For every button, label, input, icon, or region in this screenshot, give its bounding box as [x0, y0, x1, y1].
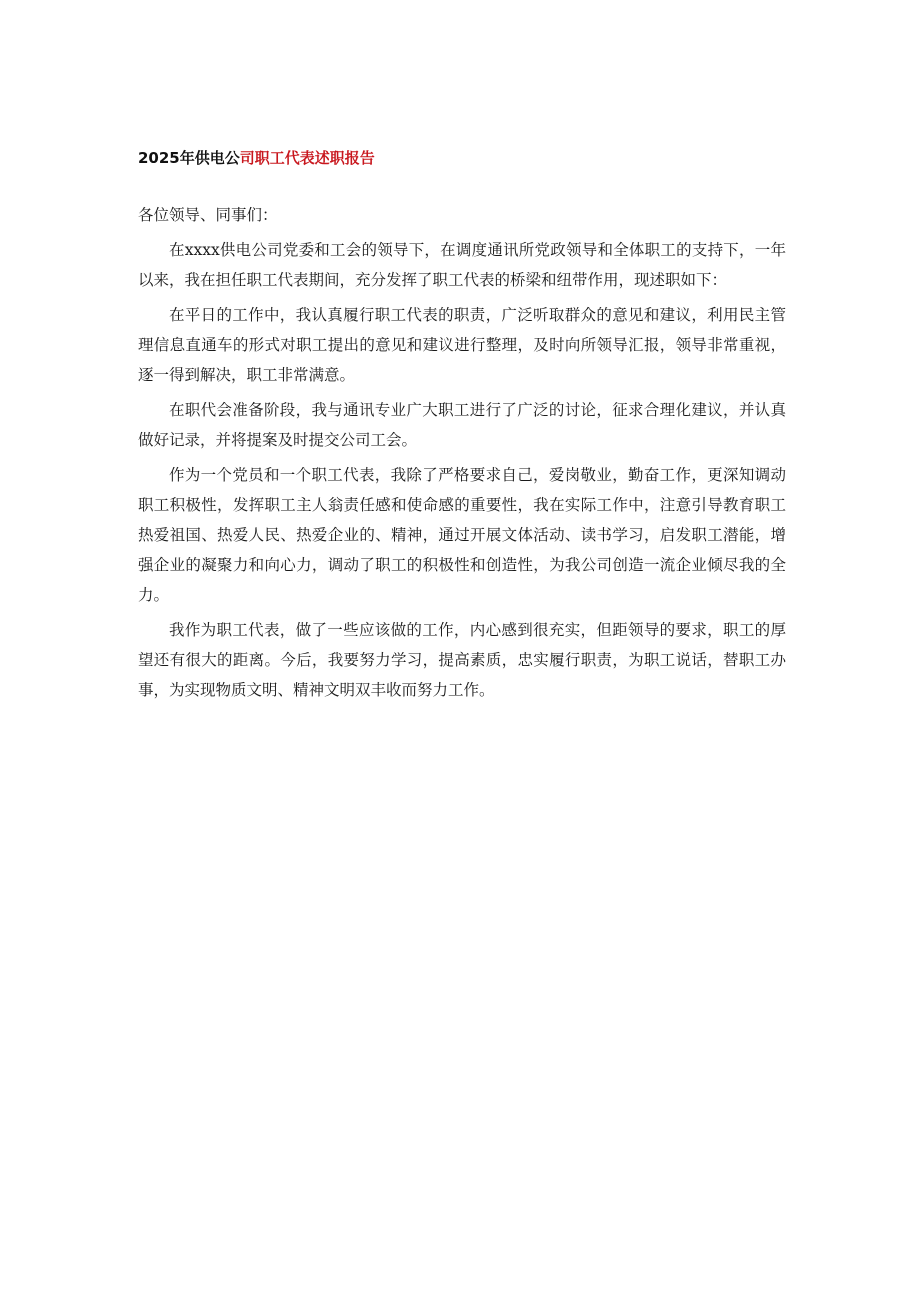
- title-prefix: 2025年供电公: [138, 149, 240, 167]
- paragraph: 作为一个党员和一个职工代表，我除了严格要求自己，爱岗敬业，勤奋工作，更深知调动职工积极性，发挥职工主人翁责任感和使命感的重要性，我在实际工作中，注意引导教育职工热爱祖国、热爱人民、热爱企业的、精神，通过开展文体活动、读书学习，启发职工潜能，增强企业的凝聚力和向心力，调动了职工的积极性和创造性，为我公司创造一流企业倾尽我的全力。: [138, 466, 786, 604]
- salutation: 各位领导、同事们：: [138, 206, 278, 224]
- title-suffix: 司职工代表述职报告: [239, 149, 375, 167]
- paragraph: 在平日的工作中，我认真履行职工代表的职责，广泛听取群众的意见和建议，利用民主管理信息直通车的形式对职工提出的意见和建议进行整理，及时向所领导汇报，领导非常重视，逐一得到解决，职工非常满意。: [138, 306, 786, 384]
- paragraph: 在xxxx供电公司党委和工会的领导下，在调度通讯所党政领导和全体职工的支持下，一年以来，我在担任职工代表期间，充分发挥了职工代表的桥梁和纽带作用，现述职如下：: [138, 241, 786, 289]
- document-body: [138, 200, 786, 710]
- document-title: [138, 148, 375, 168]
- paragraph: 在职代会准备阶段，我与通讯专业广大职工进行了广泛的讨论，征求合理化建议，并认真做好记录，并将提案及时提交公司工会。: [138, 401, 786, 449]
- paragraph: 我作为职工代表，做了一些应该做的工作，内心感到很充实，但距领导的要求，职工的厚望还有很大的距离。今后，我要努力学习，提高素质，忠实履行职责，为职工说话，替职工办事，为实现物质文明、精神文明双丰收而努力工作。: [138, 621, 786, 699]
